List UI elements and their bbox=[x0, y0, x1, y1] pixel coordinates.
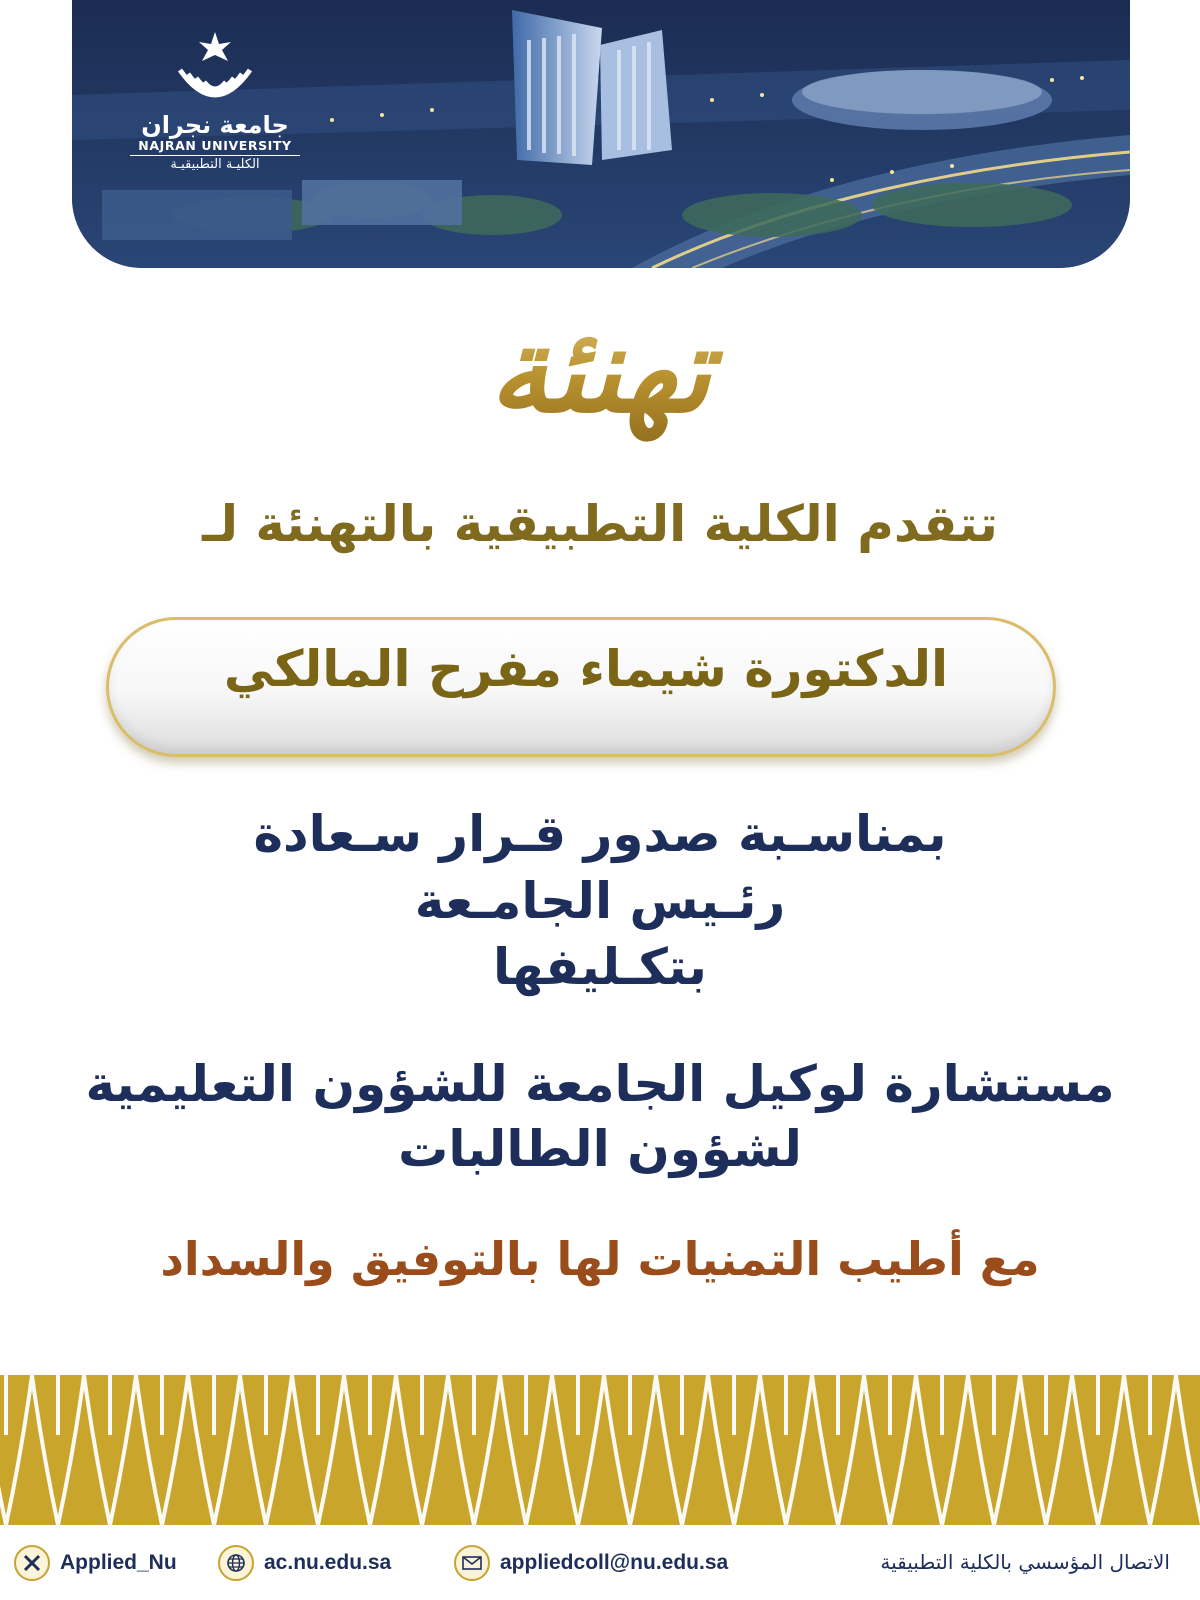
university-logo bbox=[130, 30, 300, 174]
social-handle: Applied_Nu bbox=[60, 1551, 177, 1574]
wishes-line: مع أطيب التمنيات لها بالتوفيق والسداد bbox=[160, 1232, 1040, 1286]
occasion-line-3: بتكـليفها bbox=[493, 938, 707, 996]
logo-english-name: NAJRAN UNIVERSITY bbox=[130, 138, 300, 156]
header-banner bbox=[72, 0, 1130, 268]
occasion-line-2: رئـيس الجامـعة bbox=[414, 872, 786, 930]
footer-department: الاتصال المؤسسي بالكلية التطبيقية bbox=[880, 1550, 1170, 1574]
x-logo-icon bbox=[14, 1545, 50, 1581]
globe-icon bbox=[218, 1545, 254, 1581]
social-link[interactable] bbox=[14, 1543, 177, 1583]
calligraphy-text: تهنئة bbox=[400, 285, 800, 455]
website-url: ac.nu.edu.sa bbox=[264, 1551, 392, 1574]
gold-pattern-band bbox=[0, 1375, 1200, 1525]
logo-arabic-name: جامعة نجران bbox=[141, 111, 289, 139]
mail-icon bbox=[454, 1545, 490, 1581]
position-line-1: مستشارة لوكيل الجامعة للشؤون التعليمية bbox=[85, 1055, 1115, 1113]
calligraphy-heading bbox=[400, 285, 800, 475]
intro-line: تتقدم الكلية التطبيقية بالتهنئة لـ bbox=[202, 495, 998, 553]
website-link[interactable] bbox=[218, 1543, 391, 1583]
university-emblem-icon bbox=[170, 30, 260, 110]
position-line-2: لشؤون الطالبات bbox=[398, 1120, 802, 1178]
email-address: appliedcoll@nu.edu.sa bbox=[500, 1551, 729, 1574]
email-link[interactable] bbox=[454, 1543, 728, 1583]
honoree-name: الدكتورة شيماء مفرح المالكي bbox=[223, 640, 949, 698]
logo-college-name: الكليـة التطبيقيـة bbox=[170, 157, 260, 172]
occasion-line-1: بمناسـبة صدور قـرار سـعادة bbox=[253, 805, 947, 863]
